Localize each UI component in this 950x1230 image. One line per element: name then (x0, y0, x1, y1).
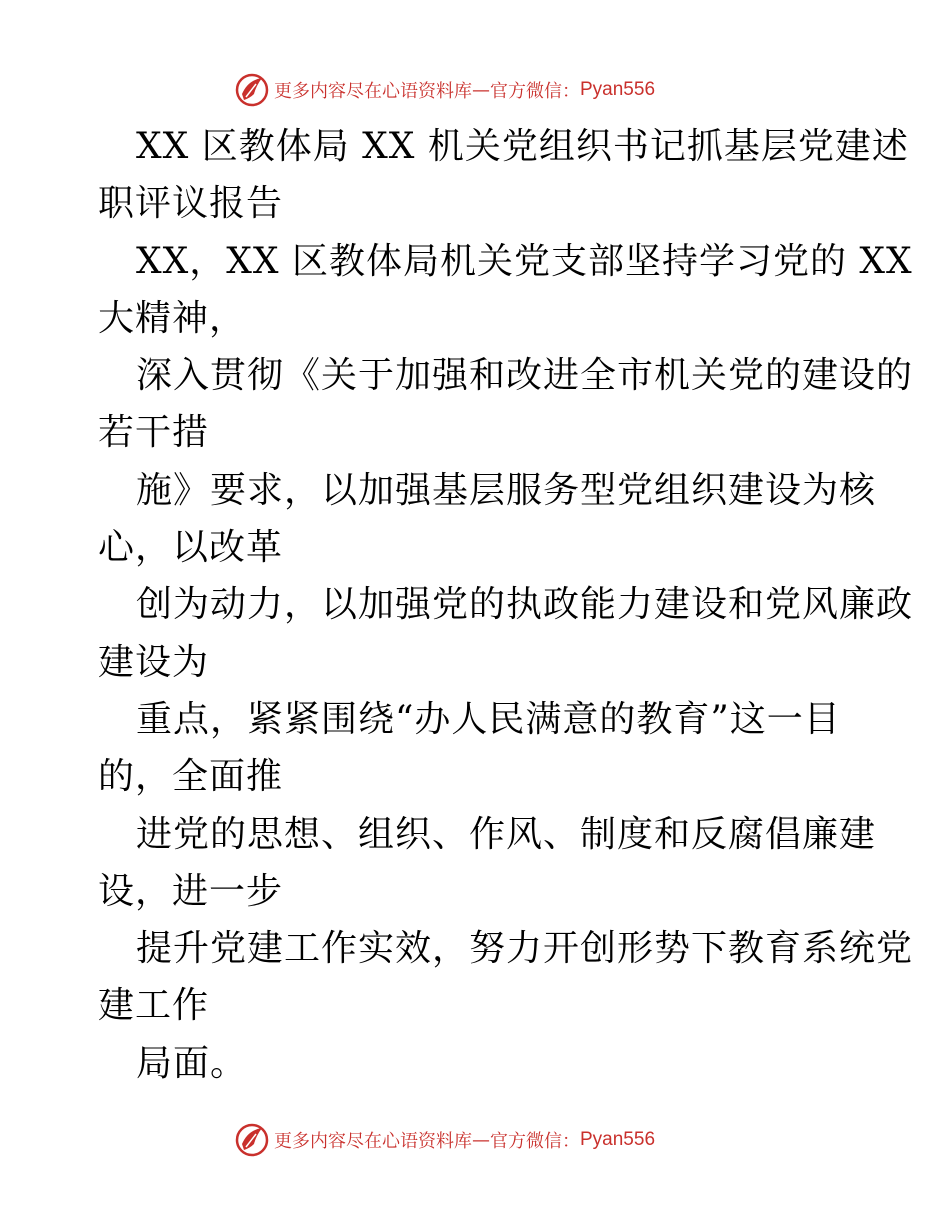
footer-watermark (234, 1120, 655, 1160)
paragraph-line: 心，以改革 (98, 527, 284, 569)
paragraph-line: 进党的思想、组织、作风、制度和反腐倡廉建 (136, 813, 877, 855)
paragraph-line: 创为动力，以加强党的执政能力建设和党风廉政 (136, 584, 914, 626)
paragraph-line: 若干措 (98, 412, 210, 454)
title-line-1: XX 区教体局 XX 机关党组织书记抓基层党建述 (136, 126, 909, 167)
paragraph-line: 重点，紧紧围绕“办人民满意的教育”这一目 (136, 698, 841, 740)
paragraph-line: 提升党建工作实效，努力开创形势下教育系统党 (136, 928, 914, 970)
paragraph-line: 建设为 (98, 641, 210, 683)
paragraph-line: XX，XX 区教体局机关党支部坚持学习党的 XX (136, 240, 913, 282)
header-watermark (234, 70, 655, 110)
paragraph-line: 深入贯彻《关于加强和改进全市机关党的建设的 (136, 355, 914, 397)
watermark-separator: — (472, 79, 490, 101)
title-line-2: 职评议报告 (98, 183, 284, 225)
watermark-site-text: 更多内容尽在心语资料库 (274, 81, 472, 102)
pen-nib-logo-icon (234, 1122, 270, 1158)
paragraph-line: 大精神， (98, 297, 247, 339)
document-body (98, 118, 914, 1092)
paragraph-line: 设，进一步 (98, 870, 284, 912)
watermark-separator: — (472, 1129, 490, 1151)
watermark-wechat-label: 官方微信： (490, 81, 580, 102)
watermark-wechat-id: Pyan556 (580, 1129, 656, 1150)
watermark-wechat-label: 官方微信： (490, 1131, 580, 1152)
paragraph-line: 的，全面推 (98, 756, 284, 798)
paragraph-line: 施》要求，以加强基层服务型党组织建设为核 (136, 469, 877, 511)
pen-nib-logo-icon (234, 72, 270, 108)
watermark-wechat-id: Pyan556 (580, 79, 656, 100)
paragraph-line: 局面。 (136, 1042, 248, 1084)
paragraph-line: 建工作 (98, 985, 210, 1027)
watermark-site-text: 更多内容尽在心语资料库 (274, 1131, 472, 1152)
